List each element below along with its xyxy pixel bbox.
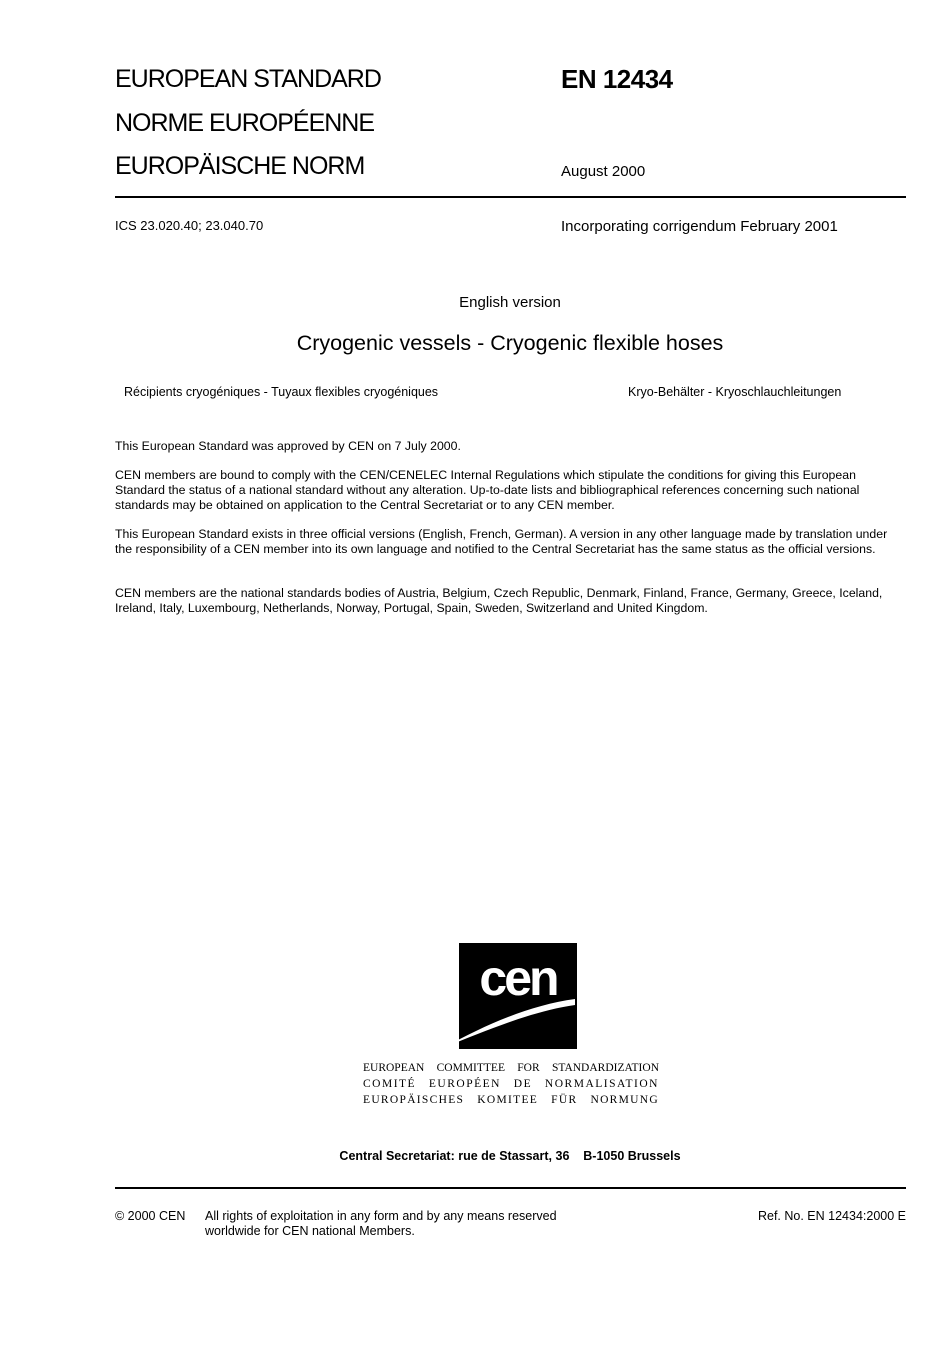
reference-number: Ref. No. EN 12434:2000 E [757,1209,906,1223]
publication-date: August 2000 [561,163,646,180]
title-english: EUROPEAN STANDARD [115,65,381,93]
title-german: EUROPÄISCHE NORM [115,152,365,180]
corrigendum-note: Incorporating corrigendum February 2001 [561,218,838,235]
members-paragraph: CEN members are the national standards bodies of Austria, Belgium, Czech Republic, Denmark, Finland, France, Germany, Greece, Iceland, Ireland, Italy, Luxembourg, Netherlands, Norway, Portugal, Spain, Sweden, Switzerland and United Kingdom. [115,586,883,615]
committee-english: EUROPEAN COMMITTEE FOR STANDARDIZATION [363,1062,659,1074]
version-label: English version [459,294,561,311]
cen-logo [445,943,577,1049]
central-secretariat: Central Secretariat: rue de Stassart, 36 B-1050 Brussels [339,1149,681,1163]
rights-statement: All rights of exploitation in any form and by any means reserved worldwide for CEN national Members. [205,1209,557,1238]
committee-french: COMITÉ EUROPÉEN DE NORMALISATION [363,1078,659,1090]
cen-logo-text: cen [479,950,557,1006]
versions-paragraph: This European Standard exists in three official versions (English, French, German). A version in any other language made by translation under the responsibility of a CEN member into its own language and notified to the Central Secretariat has the same status as the official versions. [115,527,888,556]
committee-german: EUROPÄISCHES KOMITEE FÜR NORMUNG [363,1094,659,1106]
header-divider [115,196,906,198]
approval-paragraph: This European Standard was approved by CEN on 7 July 2000. [115,439,461,453]
document-title: Cryogenic vessels - Cryogenic flexible hoses [296,331,724,355]
document-title-german: Kryo-Behälter - Kryoschlauchleitungen [628,385,842,399]
ics-code: ICS 23.020.40; 23.040.70 [115,218,264,233]
regulations-paragraph: CEN members are bound to comply with the CEN/CENELEC Internal Regulations which stipulate the conditions for giving this European Standard the status of a national standard without any alteration. Up-to-date lists and bibliographical references concerning such national standards may be obtained on application to the Central Secretariat or to any CEN member. [115,468,860,512]
title-french: NORME EUROPÉENNE [115,109,375,137]
copyright: © 2000 CEN [115,1209,186,1223]
document-title-french: Récipients cryogéniques - Tuyaux flexibles cryogéniques [124,385,439,399]
standard-number: EN 12434 [561,64,673,94]
footer-divider [115,1187,906,1189]
